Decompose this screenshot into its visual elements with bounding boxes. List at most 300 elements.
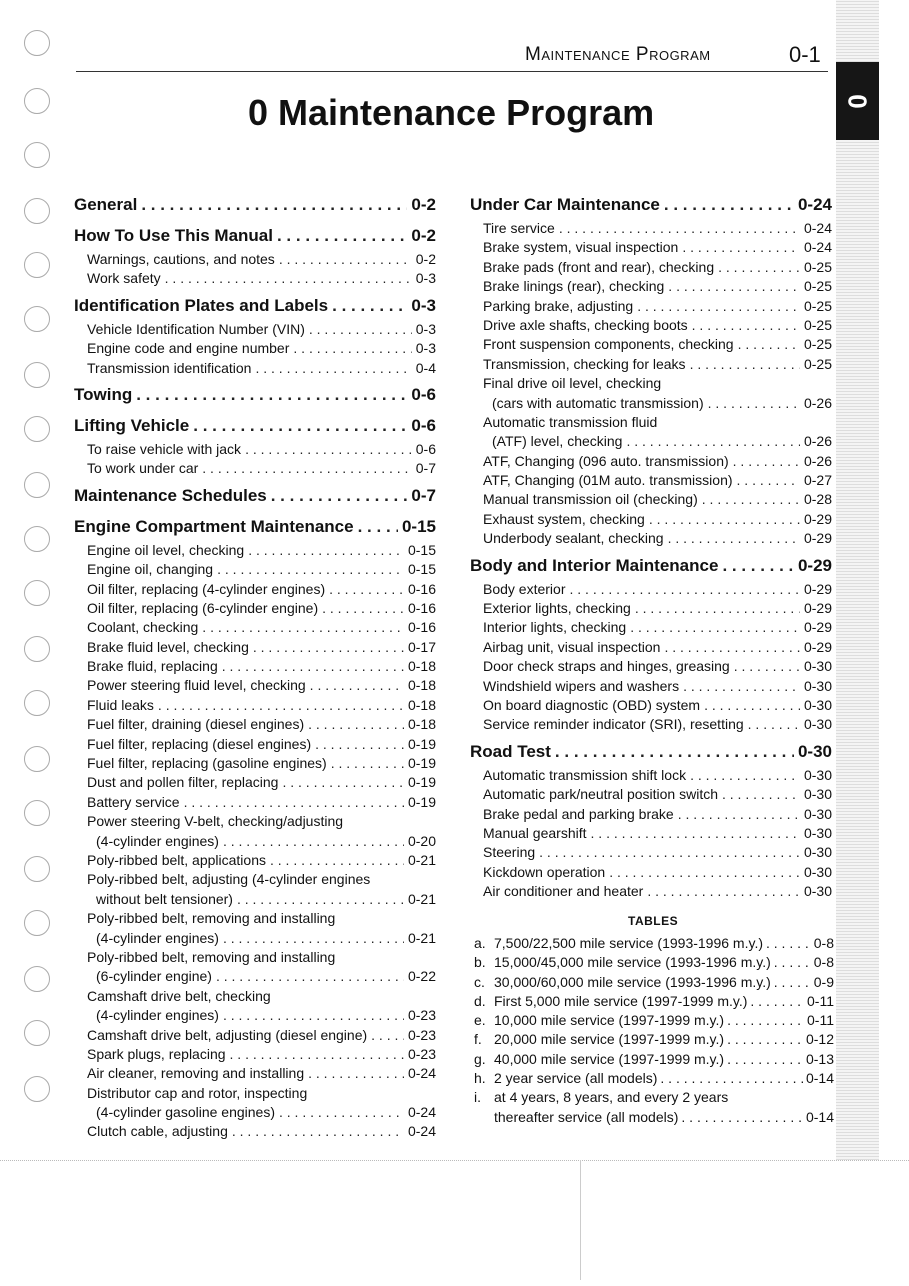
toc-entry[interactable] bbox=[74, 948, 436, 967]
toc-entry-page: 0-26 bbox=[803, 452, 832, 469]
toc-section[interactable] bbox=[470, 191, 832, 219]
toc-entry-page: 0-24 bbox=[407, 1065, 436, 1082]
toc-entry-title: Manual gearshift bbox=[483, 824, 587, 841]
toc-entry[interactable] bbox=[74, 851, 436, 870]
toc-entry[interactable] bbox=[470, 638, 832, 657]
page-edge-shading bbox=[836, 140, 879, 1160]
toc-entry-page: 0-3 bbox=[415, 340, 436, 357]
toc-entry-page: 0-24 bbox=[407, 1104, 436, 1121]
dot-leader bbox=[279, 1103, 404, 1122]
table-title: 40,000 mile service (1997-1999 m.y.) bbox=[494, 1050, 725, 1067]
binder-hole bbox=[24, 1076, 50, 1102]
toc-entry[interactable] bbox=[470, 715, 832, 734]
dot-leader bbox=[141, 191, 407, 219]
toc-entry-title: (4-cylinder gasoline engines) bbox=[96, 1104, 275, 1121]
toc-entry-title: Brake fluid, replacing bbox=[87, 658, 218, 675]
toc-entry-page: 0-3 bbox=[415, 270, 436, 287]
toc-entry-page: 0-6 bbox=[415, 440, 436, 457]
toc-entry-page: 0-21 bbox=[407, 890, 436, 907]
table-page: 0-14 bbox=[805, 1070, 834, 1087]
dot-leader bbox=[245, 440, 412, 459]
binder-hole bbox=[24, 362, 50, 388]
toc-entry-page: 0-16 bbox=[407, 599, 436, 616]
dot-leader bbox=[737, 471, 800, 490]
toc-entry-title: Coolant, checking bbox=[87, 619, 199, 636]
toc-entry-page: 0-19 bbox=[407, 735, 436, 752]
toc-entry[interactable] bbox=[74, 715, 436, 734]
table-title: 2 year service (all models) bbox=[494, 1070, 658, 1087]
toc-entry[interactable] bbox=[74, 696, 436, 715]
toc-entry-title: Drive axle shafts, checking boots bbox=[483, 316, 688, 333]
toc-entry[interactable] bbox=[74, 541, 436, 560]
toc-entry-page: 0-23 bbox=[407, 1007, 436, 1024]
toc-entry[interactable] bbox=[74, 1064, 436, 1083]
dot-leader bbox=[774, 973, 811, 992]
toc-section[interactable] bbox=[74, 292, 436, 320]
toc-entry-page: 0-17 bbox=[407, 638, 436, 655]
toc-entry-page: 0-15 bbox=[407, 541, 436, 558]
toc-entry-title: Battery service bbox=[87, 793, 180, 810]
toc-entry-page: 0-6 bbox=[411, 384, 436, 404]
binder-hole bbox=[24, 416, 50, 442]
dot-leader bbox=[664, 191, 794, 219]
binder-hole bbox=[24, 690, 50, 716]
toc-entry[interactable] bbox=[470, 766, 832, 785]
toc-entry-title: Air conditioner and heater bbox=[483, 883, 644, 900]
table-title: at 4 years, 8 years, and every 2 years bbox=[494, 1089, 729, 1106]
table-page: 0-11 bbox=[807, 1012, 834, 1029]
toc-entry[interactable] bbox=[74, 870, 436, 889]
tables-heading: TABLES bbox=[628, 914, 679, 928]
toc-entry-page: 0-30 bbox=[803, 658, 832, 675]
toc-entry-title: Vehicle Identification Number (VIN) bbox=[87, 320, 305, 337]
toc-entry-title: Body and Interior Maintenance bbox=[470, 555, 719, 575]
binder-hole bbox=[24, 1020, 50, 1046]
toc-entry[interactable] bbox=[74, 638, 436, 657]
dot-leader bbox=[310, 676, 404, 695]
toc-section[interactable] bbox=[74, 191, 436, 219]
toc-entry-title: (4-cylinder engines) bbox=[96, 929, 219, 946]
toc-entry-page: 0-19 bbox=[407, 755, 436, 772]
table-list-item[interactable] bbox=[474, 1069, 834, 1088]
toc-entry-title: Power steering V-belt, checking/adjusting bbox=[87, 813, 344, 830]
toc-entry[interactable] bbox=[74, 812, 436, 831]
toc-entry-title: Exhaust system, checking bbox=[483, 510, 645, 527]
toc-section[interactable] bbox=[470, 738, 832, 766]
binder-hole bbox=[24, 526, 50, 552]
toc-entry[interactable] bbox=[74, 440, 436, 459]
dot-leader bbox=[647, 882, 800, 901]
toc-entry-page: 0-21 bbox=[407, 929, 436, 946]
toc-entry-page: 0-30 bbox=[803, 696, 832, 713]
toc-entry-title: (ATF) level, checking bbox=[492, 433, 623, 450]
dot-leader bbox=[727, 1050, 803, 1069]
toc-entry-title: Poly-ribbed belt, removing and installing bbox=[87, 910, 336, 927]
toc-entry[interactable] bbox=[74, 320, 436, 339]
toc-entry[interactable] bbox=[470, 471, 832, 490]
tables-list bbox=[474, 934, 834, 1127]
toc-entry[interactable] bbox=[470, 657, 832, 676]
toc-entry-page: 0-25 bbox=[803, 336, 832, 353]
toc-entry-title: Air cleaner, removing and installing bbox=[87, 1065, 305, 1082]
dot-leader bbox=[293, 339, 411, 358]
toc-entry[interactable] bbox=[74, 1084, 436, 1103]
toc-entry-page: 0-20 bbox=[407, 832, 436, 849]
toc-entry-title: To raise vehicle with jack bbox=[87, 440, 242, 457]
toc-entry[interactable] bbox=[74, 618, 436, 637]
table-title: 15,000/45,000 mile service (1993-1996 m.y.) bbox=[494, 954, 771, 971]
toc-entry-title: Automatic transmission shift lock bbox=[483, 766, 687, 783]
toc-entry[interactable] bbox=[74, 560, 436, 579]
toc-entry-page: 0-2 bbox=[411, 195, 436, 214]
toc-entry[interactable] bbox=[470, 277, 832, 296]
toc-entry[interactable] bbox=[74, 1006, 436, 1025]
toc-entry-page: 0-29 bbox=[803, 600, 832, 617]
toc-entry[interactable] bbox=[470, 529, 832, 548]
toc-entry[interactable] bbox=[74, 773, 436, 792]
toc-entry-title: Maintenance Schedules bbox=[74, 485, 267, 505]
toc-entry[interactable] bbox=[74, 250, 436, 269]
toc-entry-page: 0-16 bbox=[407, 619, 436, 636]
toc-entry[interactable] bbox=[470, 374, 832, 393]
toc-entry-title: Final drive oil level, checking bbox=[483, 375, 662, 392]
dot-leader bbox=[681, 1108, 803, 1127]
toc-entry[interactable] bbox=[74, 459, 436, 478]
toc-entry-page: 0-25 bbox=[803, 258, 832, 275]
dot-leader bbox=[748, 715, 800, 734]
toc-entry-title: Camshaft drive belt, adjusting (diesel engine) bbox=[87, 1026, 368, 1043]
toc-entry[interactable] bbox=[470, 696, 832, 715]
dot-leader bbox=[734, 657, 800, 676]
toc-entry-title: Manual transmission oil (checking) bbox=[483, 491, 698, 508]
dot-leader bbox=[678, 805, 800, 824]
binder-hole bbox=[24, 88, 50, 114]
toc-entry-title: Body exterior bbox=[483, 580, 566, 597]
dot-leader bbox=[165, 269, 412, 288]
toc-entry-title: Poly-ribbed belt, removing and installing bbox=[87, 948, 336, 965]
table-page: 0-14 bbox=[805, 1108, 834, 1125]
toc-entry-page: 0-29 bbox=[803, 530, 832, 547]
dot-leader bbox=[277, 222, 407, 250]
toc-entry[interactable] bbox=[470, 452, 832, 471]
toc-entry-title: Automatic transmission fluid bbox=[483, 413, 658, 430]
table-letter: d. bbox=[474, 992, 486, 1009]
dot-leader bbox=[202, 618, 404, 637]
table-list-item[interactable] bbox=[474, 973, 834, 992]
toc-entry-title: To work under car bbox=[87, 460, 199, 477]
toc-entry-page: 0-19 bbox=[407, 793, 436, 810]
toc-entry-title: Engine oil level, checking bbox=[87, 541, 245, 558]
table-list-item[interactable] bbox=[474, 1030, 834, 1049]
dot-leader bbox=[708, 394, 800, 413]
toc-entry-page: 0-26 bbox=[803, 433, 832, 450]
toc-entry-title: Towing bbox=[74, 384, 133, 404]
toc-entry[interactable] bbox=[74, 987, 436, 1006]
toc-entry-page: 0-18 bbox=[407, 658, 436, 675]
toc-entry[interactable] bbox=[470, 599, 832, 618]
toc-entry-title: Front suspension components, checking bbox=[483, 336, 734, 353]
toc-entry[interactable] bbox=[74, 793, 436, 812]
dot-leader bbox=[539, 843, 800, 862]
toc-entry[interactable] bbox=[470, 843, 832, 862]
toc-entry[interactable] bbox=[470, 618, 832, 637]
toc-entry[interactable] bbox=[470, 258, 832, 277]
toc-entry-page: 0-30 bbox=[803, 844, 832, 861]
toc-entry-title: without belt tensioner) bbox=[96, 890, 233, 907]
toc-entry[interactable] bbox=[74, 735, 436, 754]
toc-entry-page: 0-16 bbox=[407, 580, 436, 597]
toc-entry[interactable] bbox=[470, 863, 832, 882]
dot-leader bbox=[230, 1045, 404, 1064]
table-list-item[interactable] bbox=[474, 934, 834, 953]
dot-leader bbox=[216, 967, 404, 986]
table-letter: g. bbox=[474, 1050, 486, 1067]
toc-entry[interactable] bbox=[470, 805, 832, 824]
toc-entry[interactable] bbox=[470, 355, 832, 374]
toc-entry[interactable] bbox=[74, 657, 436, 676]
toc-entry[interactable] bbox=[74, 359, 436, 378]
toc-entry[interactable] bbox=[74, 754, 436, 773]
dot-leader bbox=[158, 696, 404, 715]
toc-entry[interactable] bbox=[74, 1045, 436, 1064]
toc-entry-title: Camshaft drive belt, checking bbox=[87, 987, 271, 1004]
toc-entry-title: Brake pedal and parking brake bbox=[483, 805, 674, 822]
toc-entry-title: Engine Compartment Maintenance bbox=[74, 516, 354, 536]
dot-leader bbox=[193, 412, 407, 440]
table-page: 0-12 bbox=[805, 1031, 834, 1048]
dot-leader bbox=[664, 638, 800, 657]
toc-entry[interactable] bbox=[470, 335, 832, 354]
toc-entry[interactable] bbox=[74, 339, 436, 358]
toc-entry[interactable] bbox=[470, 677, 832, 696]
binder-hole bbox=[24, 30, 50, 56]
table-list-item[interactable] bbox=[474, 1108, 834, 1127]
dot-leader bbox=[282, 773, 404, 792]
toc-entry-page: 0-25 bbox=[803, 278, 832, 295]
toc-entry[interactable] bbox=[74, 967, 436, 986]
dot-leader bbox=[727, 1011, 804, 1030]
toc-entry[interactable] bbox=[74, 1103, 436, 1122]
running-header bbox=[525, 44, 711, 66]
dot-leader bbox=[692, 316, 800, 335]
toc-entry-page: 0-23 bbox=[407, 1045, 436, 1062]
dot-leader bbox=[232, 1122, 404, 1141]
table-letter: f. bbox=[474, 1031, 482, 1048]
toc-entry-page: 0-19 bbox=[407, 774, 436, 791]
toc-entry-title: Oil filter, replacing (4-cylinder engines) bbox=[87, 580, 326, 597]
toc-entry-title: Under Car Maintenance bbox=[470, 195, 660, 214]
toc-entry[interactable] bbox=[74, 676, 436, 695]
table-list-item[interactable] bbox=[474, 1011, 834, 1030]
dot-leader bbox=[727, 1030, 803, 1049]
dot-leader bbox=[718, 258, 800, 277]
table-list-item[interactable] bbox=[474, 1050, 834, 1069]
toc-entry-page: 0-24 bbox=[797, 195, 832, 214]
toc-entry[interactable] bbox=[470, 432, 832, 451]
binder-hole bbox=[24, 636, 50, 662]
dot-leader bbox=[649, 510, 800, 529]
dot-leader bbox=[774, 953, 811, 972]
dot-leader bbox=[253, 638, 404, 657]
toc-entry-title: Oil filter, replacing (6-cylinder engine) bbox=[87, 599, 319, 616]
toc-entry-title: Windshield wipers and washers bbox=[483, 677, 680, 694]
binder-hole bbox=[24, 966, 50, 992]
toc-entry[interactable] bbox=[74, 599, 436, 618]
dot-leader bbox=[569, 580, 799, 599]
toc-entry-page: 0-27 bbox=[803, 472, 832, 489]
binder-hole bbox=[24, 580, 50, 606]
toc-entry-title: Fuel filter, replacing (gasoline engines) bbox=[87, 755, 327, 772]
toc-section[interactable] bbox=[74, 482, 436, 510]
toc-entry[interactable] bbox=[470, 219, 832, 238]
toc-entry-title: Parking brake, adjusting bbox=[483, 297, 634, 314]
page-title: 0 Maintenance Program bbox=[248, 92, 655, 133]
dot-leader bbox=[660, 1069, 803, 1088]
dot-leader bbox=[271, 482, 408, 510]
toc-entry-page: 0-22 bbox=[407, 968, 436, 985]
dot-leader bbox=[733, 452, 800, 471]
toc-entry-page: 0-24 bbox=[803, 220, 832, 236]
dot-leader bbox=[683, 677, 800, 696]
toc-section[interactable] bbox=[74, 513, 436, 541]
toc-entry-title: Door check straps and hinges, greasing bbox=[483, 658, 730, 675]
toc-entry-title: Lifting Vehicle bbox=[74, 415, 190, 435]
toc-entry-title: (cars with automatic transmission) bbox=[492, 394, 704, 411]
toc-entry-title: Brake fluid level, checking bbox=[87, 638, 249, 655]
toc-entry-page: 0-7 bbox=[411, 485, 436, 505]
dot-leader bbox=[332, 292, 407, 320]
toc-entry[interactable] bbox=[470, 580, 832, 599]
toc-entry[interactable] bbox=[74, 269, 436, 288]
toc-entry-title: Dust and pollen filter, replacing bbox=[87, 774, 279, 791]
toc-entry-page: 0-6 bbox=[411, 415, 436, 435]
dot-leader bbox=[702, 490, 800, 509]
dot-leader bbox=[223, 1006, 404, 1025]
toc-entry[interactable] bbox=[74, 929, 436, 948]
dot-leader bbox=[750, 992, 804, 1011]
toc-entry-title: Service reminder indicator (SRI), resetting bbox=[483, 716, 744, 733]
dot-leader bbox=[690, 355, 800, 374]
binder-hole bbox=[24, 746, 50, 772]
toc-entry[interactable] bbox=[74, 580, 436, 599]
toc-entry[interactable] bbox=[470, 824, 832, 843]
toc-entry-title: Fuel filter, draining (diesel engines) bbox=[87, 716, 305, 733]
toc-entry-page: 0-29 bbox=[803, 619, 832, 636]
dot-leader bbox=[255, 359, 411, 378]
toc-entry-page: 0-30 bbox=[803, 716, 832, 733]
table-letter: a. bbox=[474, 935, 486, 951]
toc-entry[interactable] bbox=[470, 316, 832, 335]
toc-entry-title: On board diagnostic (OBD) system bbox=[483, 696, 701, 713]
toc-entry[interactable] bbox=[74, 1122, 436, 1141]
dot-leader bbox=[322, 599, 404, 618]
table-page: 0-11 bbox=[807, 992, 834, 1009]
toc-entry[interactable] bbox=[470, 238, 832, 257]
binder-hole bbox=[24, 252, 50, 278]
toc-entry-title: Road Test bbox=[470, 741, 551, 761]
table-page: 0-9 bbox=[813, 973, 834, 990]
dot-leader bbox=[315, 735, 404, 754]
dot-leader bbox=[136, 381, 407, 409]
table-list-item[interactable] bbox=[474, 992, 834, 1011]
toc-entry-title: How To Use This Manual bbox=[74, 226, 273, 245]
dot-leader bbox=[722, 785, 800, 804]
dot-leader bbox=[559, 219, 800, 238]
toc-entry-page: 0-18 bbox=[407, 677, 436, 694]
toc-entry-title: Fluid leaks bbox=[87, 696, 154, 713]
toc-entry-page: 0-30 bbox=[797, 741, 832, 761]
toc-entry-title: Airbag unit, visual inspection bbox=[483, 638, 661, 655]
toc-entry[interactable] bbox=[74, 832, 436, 851]
toc-entry-title: Engine code and engine number bbox=[87, 340, 290, 357]
dot-leader bbox=[626, 432, 800, 451]
toc-entry[interactable] bbox=[74, 1026, 436, 1045]
dot-leader bbox=[766, 934, 811, 953]
toc-entry-title: ATF, Changing (01M auto. transmission) bbox=[483, 472, 733, 489]
toc-entry-page: 0-23 bbox=[407, 1026, 436, 1043]
toc-entry-title: Kickdown operation bbox=[483, 863, 606, 880]
dot-leader bbox=[637, 297, 800, 316]
dot-leader bbox=[184, 793, 404, 812]
toc-entry-page: 0-3 bbox=[411, 295, 436, 315]
toc-entry-title: (4-cylinder engines) bbox=[96, 832, 219, 849]
dot-leader bbox=[609, 863, 800, 882]
toc-entry-page: 0-24 bbox=[803, 239, 832, 256]
header-rule bbox=[76, 71, 828, 72]
toc-section[interactable] bbox=[74, 412, 436, 440]
toc-entry-title: ATF, Changing (096 auto. transmission) bbox=[483, 452, 729, 469]
toc-entry-page: 0-29 bbox=[803, 580, 832, 597]
toc-entry-page: 0-29 bbox=[797, 555, 832, 575]
table-page: 0-8 bbox=[813, 935, 834, 951]
table-list-item[interactable] bbox=[474, 953, 834, 972]
chapter-tab-label: 0 bbox=[843, 93, 873, 109]
dot-leader bbox=[202, 459, 411, 478]
toc-entry[interactable] bbox=[470, 490, 832, 509]
dot-leader bbox=[222, 657, 404, 676]
toc-entry[interactable] bbox=[74, 909, 436, 928]
table-letter: e. bbox=[474, 1012, 486, 1029]
table-list-item[interactable] bbox=[474, 1088, 834, 1107]
dot-leader bbox=[591, 824, 800, 843]
toc-section[interactable] bbox=[74, 222, 436, 250]
page-number: 0-1 bbox=[789, 42, 821, 67]
table-title: First 5,000 mile service (1997-1999 m.y.) bbox=[494, 992, 748, 1009]
toc-entry-page: 0-25 bbox=[803, 355, 832, 372]
toc-entry[interactable] bbox=[74, 890, 436, 909]
toc-entry-title: Brake linings (rear), checking bbox=[483, 278, 665, 295]
binder-hole bbox=[24, 306, 50, 332]
toc-entry-title: Poly-ribbed belt, adjusting (4-cylinder engines bbox=[87, 871, 371, 888]
toc-entry[interactable] bbox=[470, 413, 832, 432]
toc-entry-title: General bbox=[74, 195, 138, 214]
toc-section[interactable] bbox=[470, 552, 832, 580]
toc-entry[interactable] bbox=[470, 882, 832, 901]
toc-section[interactable] bbox=[74, 381, 436, 409]
toc-entry-page: 0-24 bbox=[407, 1123, 436, 1140]
toc-entry[interactable] bbox=[470, 785, 832, 804]
toc-entry[interactable] bbox=[470, 510, 832, 529]
dot-leader bbox=[722, 552, 794, 580]
table-letter: i. bbox=[474, 1089, 481, 1106]
toc-right-column bbox=[470, 188, 832, 902]
toc-entry[interactable] bbox=[470, 394, 832, 413]
dot-leader bbox=[270, 851, 404, 870]
toc-entry[interactable] bbox=[470, 297, 832, 316]
toc-entry-page: 0-7 bbox=[415, 460, 436, 477]
table-letter: b. bbox=[474, 954, 486, 971]
toc-entry-page: 0-30 bbox=[803, 883, 832, 900]
